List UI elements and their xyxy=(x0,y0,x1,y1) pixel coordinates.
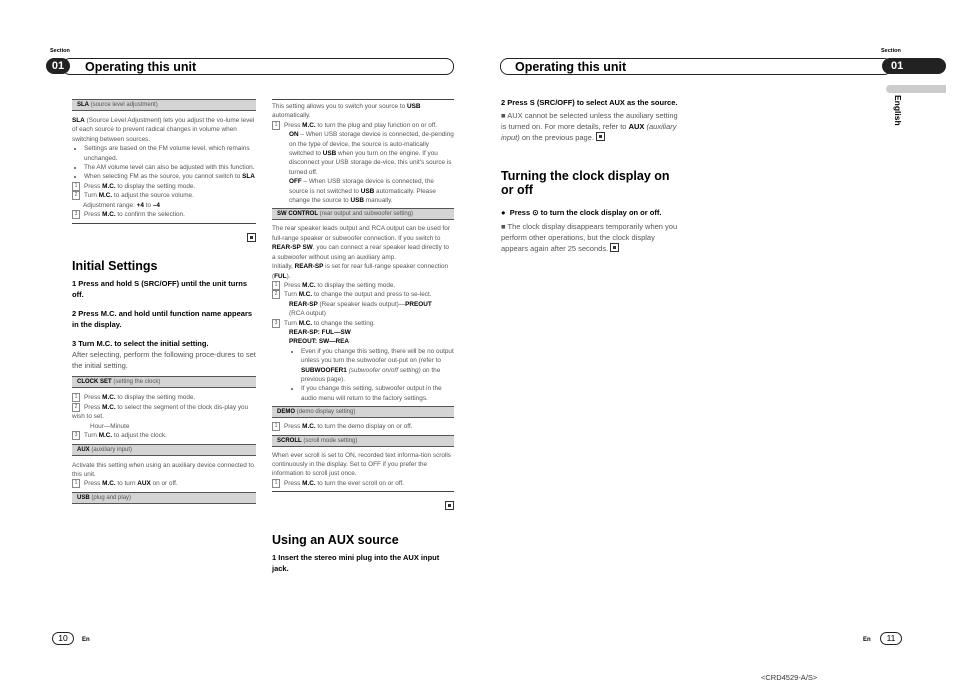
sla-step-2: 2 Turn M.C. to adjust the source volume. xyxy=(72,191,256,200)
list-item: • The AM volume level can also be adjusted with this function. xyxy=(84,163,256,172)
sla-step-1: 1 Press M.C. to display the setting mode. xyxy=(72,182,256,191)
list-item: • If you change this setting, subwoofer output in the audio menu will return to the factory settings. xyxy=(301,384,454,403)
aux-band: AUX (auxiliary input) xyxy=(72,444,256,456)
demo-band: DEMO (demo display setting) xyxy=(272,406,454,418)
demo-step-1: 1 Press M.C. to turn the demo display on or off. xyxy=(272,422,454,431)
sw-option-preout: PREOUT: SW—REA xyxy=(289,338,350,346)
scroll-step-1: 1 Press M.C. to turn the ever scroll on or off. xyxy=(272,479,454,488)
section-badge-right: 01 xyxy=(882,58,946,74)
usb-band: USB (plug and play) xyxy=(72,492,256,504)
list-item: • Settings are based on the FM volume level, which remains unchanged. xyxy=(84,144,256,163)
aux-body: Activate this setting when using an auxiliary device connected to this unit. xyxy=(72,461,254,478)
sw-initial: Initially, REAR-SP is set for rear full-range speaker connection (FUL). xyxy=(272,263,449,280)
page-number-left: 10 xyxy=(52,632,74,645)
page-title-right xyxy=(500,58,892,75)
sla-band: SLA (source level adjustment) xyxy=(72,99,256,111)
usb-intro: This setting allows you to switch your source to USB automatically. xyxy=(272,103,421,120)
initial-step-2: 2 Press M.C. and hold until function name appears in the display. xyxy=(72,309,253,330)
sw-step-2: 2 Turn M.C. to change the output and press to se-lect. xyxy=(272,290,454,299)
sla-range: Adjustment range: +4 to –4 xyxy=(83,201,160,209)
initial-step-1: 1 Press and hold S (SRC/OFF) until the unit turns off. xyxy=(72,279,248,300)
clock-step-1: 1 Press M.C. to display the setting mode. xyxy=(72,393,256,402)
column-3 xyxy=(501,97,683,254)
aux-source-heading: Using an AUX source xyxy=(272,533,399,548)
lang-label-right: En xyxy=(863,637,871,643)
header-title-right: Operating this unit xyxy=(515,60,627,74)
usb-on-desc: ON – When USB storage device is connected, de-pending on the type of device, the source is auto-matically switched to USB when you turn on the engine. If you disconnect your USB storage de-vice, this unit's source is turned off. xyxy=(289,131,454,176)
end-mark-icon xyxy=(272,496,454,514)
section-badge-left: 01 xyxy=(46,58,70,74)
scroll-body: When ever scroll is set to ON, recorded text informa-tion scrolls continuously in the display. Set to OFF if you prefer the information to scroll just once. xyxy=(272,451,451,478)
scroll-band: SCROLL (scroll mode setting) xyxy=(272,435,454,447)
sw-intro: The rear speaker leads output and RCA output can be used for full-range speaker or subwoofer connection. If you switch to REAR-SP SW, you can connect a rear speaker lead directly to a subwoofer without using an auxiliary amp. xyxy=(272,225,450,261)
initial-step-3-body: After selecting, perform the following proce-dures to set the initial setting. xyxy=(72,350,256,371)
initial-settings-heading: Initial Settings xyxy=(72,259,158,274)
clock-display-step: ● Press ⊙ to turn the clock display on or off. xyxy=(501,208,662,217)
sla-bullets xyxy=(72,144,256,182)
list-item: • When selecting FM as the source, you cannot switch to SLA xyxy=(84,172,256,181)
clock-step-3: 3 Turn M.C. to adjust the clock. xyxy=(72,431,256,440)
sw-option-rear: REAR-SP: FUL—SW xyxy=(289,328,351,336)
sw-step-3: 3 Turn M.C. to change the setting. xyxy=(272,319,454,328)
aux-source-step-1: 1 Insert the stereo mini plug into the AUX input jack. xyxy=(272,553,440,574)
clock-hour-minute: Hour—Minute xyxy=(90,422,130,430)
sla-intro: SLA (Source Level Adjustment) lets you adjust the vo-lume level of each source to prevent radical changes in volume when switching between sources. xyxy=(72,117,255,143)
column-1 xyxy=(72,99,256,504)
sla-step-3: 3 Press M.C. to confirm the selection. xyxy=(72,210,256,219)
header-title-left: Operating this unit xyxy=(85,60,197,74)
list-item: • Even if you change this setting, there will be no output unless you turn the subwoofer out-put on (refer to SUBWOOFER1 (subwoofer on/off setting) on the previous page). xyxy=(301,347,454,385)
lang-label-left: En xyxy=(82,637,90,643)
aux-note: ■ AUX cannot be selected unless the auxiliary setting is turned on. For more details, refer to AUX (auxiliary input) on the previous page. xyxy=(501,111,678,142)
sw-rear-desc: REAR-SP (Rear speaker leads output)—PREOUT (RCA output) xyxy=(289,300,432,318)
clock-set-band: CLOCK SET (setting the clock) xyxy=(72,376,256,388)
section-label-right: Section xyxy=(881,48,901,54)
document-code: <CRD4529-A/S> xyxy=(761,673,818,682)
page-number-right: 11 xyxy=(880,632,902,645)
language-tab-bar xyxy=(886,85,946,93)
clock-step-2: 2 Press M.C. to select the segment of the clock dis-play you wish to set. xyxy=(72,403,249,421)
language-tab: English xyxy=(893,95,903,126)
usb-off-desc: OFF – When USB storage device is connected, the source is not switched to USB automatically. Please change the source to USB manually. xyxy=(289,178,436,205)
end-mark-icon xyxy=(72,228,256,246)
sw-control-band: SW CONTROL (rear output and subwoofer setting) xyxy=(272,208,454,220)
usb-step-1: 1 Press M.C. to turn the plug and play function on or off. xyxy=(272,121,454,130)
page-title-left xyxy=(62,58,454,75)
sw-bullets xyxy=(272,347,454,403)
clock-display-heading: Turning the clock display on or off xyxy=(501,169,670,197)
aux-step-1: 1 Press M.C. to turn AUX on or off. xyxy=(72,479,256,488)
clock-display-note: ■ The clock display disappears temporarily when you perform other operations, but the clock display appears again after 25 seconds. xyxy=(501,222,678,253)
aux-step-2: 2 Press S (SRC/OFF) to select AUX as the source. xyxy=(501,98,678,107)
sw-step-1: 1 Press M.C. to display the setting mode. xyxy=(272,281,454,290)
section-label-left: Section xyxy=(50,48,70,54)
initial-step-3: 3 Turn M.C. to select the initial setting. xyxy=(72,339,209,349)
column-2 xyxy=(272,99,454,574)
